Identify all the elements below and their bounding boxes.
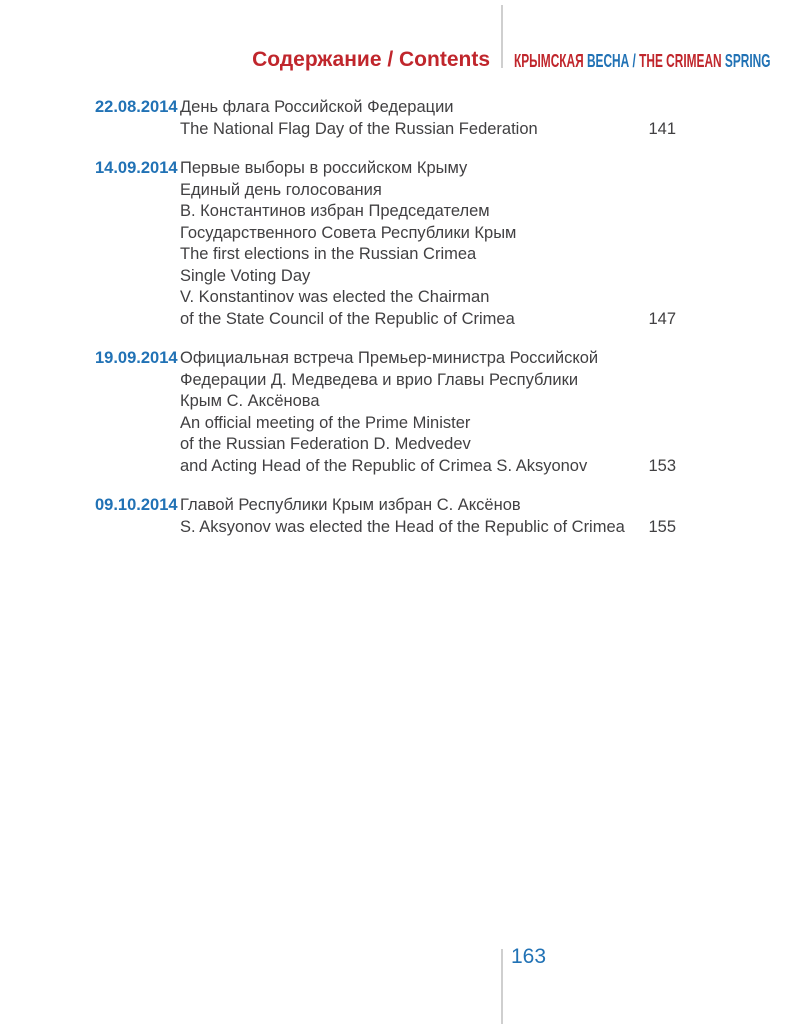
entry-page-number: 141 — [648, 119, 676, 138]
entry-line: The National Flag Day of the Russian Federation — [180, 119, 538, 138]
entry-date: 09.10.2014 — [95, 496, 178, 514]
contents-title: Содержание / Contents — [252, 48, 490, 71]
entry-line: and Acting Head of the Republic of Crimea S. Aksyonov — [180, 456, 588, 475]
entry-line: Single Voting Day — [180, 266, 311, 285]
toc-entry — [95, 495, 676, 538]
brand-spring: SPRING — [721, 51, 771, 71]
entry-text — [180, 495, 642, 538]
brand-logo — [514, 50, 770, 72]
toc-entry — [95, 97, 676, 140]
entry-line: В. Константинов избран Председателем — [180, 202, 490, 220]
entry-line: S. Aksyonov was elected the Head of the Republic of Crimea — [180, 517, 625, 536]
entry-line: An official meeting of the Prime Minister — [180, 413, 471, 432]
entry-line: Главой Республики Крым избран С. Аксёнов — [180, 496, 521, 514]
brand-vesna: ВЕСНА — [586, 51, 630, 71]
entry-line: of the State Council of the Republic of Crimea — [180, 309, 515, 328]
brand-krymskaya: КРЫМСКАЯ — [514, 51, 587, 71]
page-number: 163 — [511, 945, 547, 968]
entry-line: of the Russian Federation D. Medvedev — [180, 435, 471, 453]
entry-line: День флага Российской Федерации — [180, 98, 454, 116]
entry-page-number: 147 — [648, 309, 676, 328]
entry-line: Государственного Совета Республики Крым — [180, 223, 517, 242]
entry-text — [180, 348, 642, 477]
brand-slash: / — [629, 51, 640, 71]
entry-text — [180, 97, 642, 140]
header-divider — [501, 5, 503, 68]
entry-line: Официальная встреча Премьер-министра Российской — [180, 349, 599, 367]
brand-the-crimean: THE CRIMEAN — [639, 51, 722, 71]
entry-text — [180, 158, 642, 330]
entry-page-number: 153 — [648, 456, 676, 475]
toc-entries — [95, 97, 676, 556]
entry-line: Федерации Д. Медведева и врио Главы Республики — [180, 370, 579, 389]
entry-date: 19.09.2014 — [95, 349, 178, 367]
entry-line: V. Konstantinov was elected the Chairman — [180, 288, 490, 306]
entry-date: 22.08.2014 — [95, 98, 178, 116]
entry-page-number: 155 — [648, 517, 676, 536]
entry-line: Первые выборы в российском Крыму — [180, 159, 468, 177]
entry-line: The first elections in the Russian Crimea — [180, 245, 477, 263]
entry-line: Крым С. Аксёнова — [180, 392, 320, 410]
entry-line: Единый день голосования — [180, 180, 382, 199]
toc-entry — [95, 348, 676, 477]
toc-entry — [95, 158, 676, 330]
footer-divider — [501, 949, 503, 1024]
entry-date: 14.09.2014 — [95, 159, 178, 177]
